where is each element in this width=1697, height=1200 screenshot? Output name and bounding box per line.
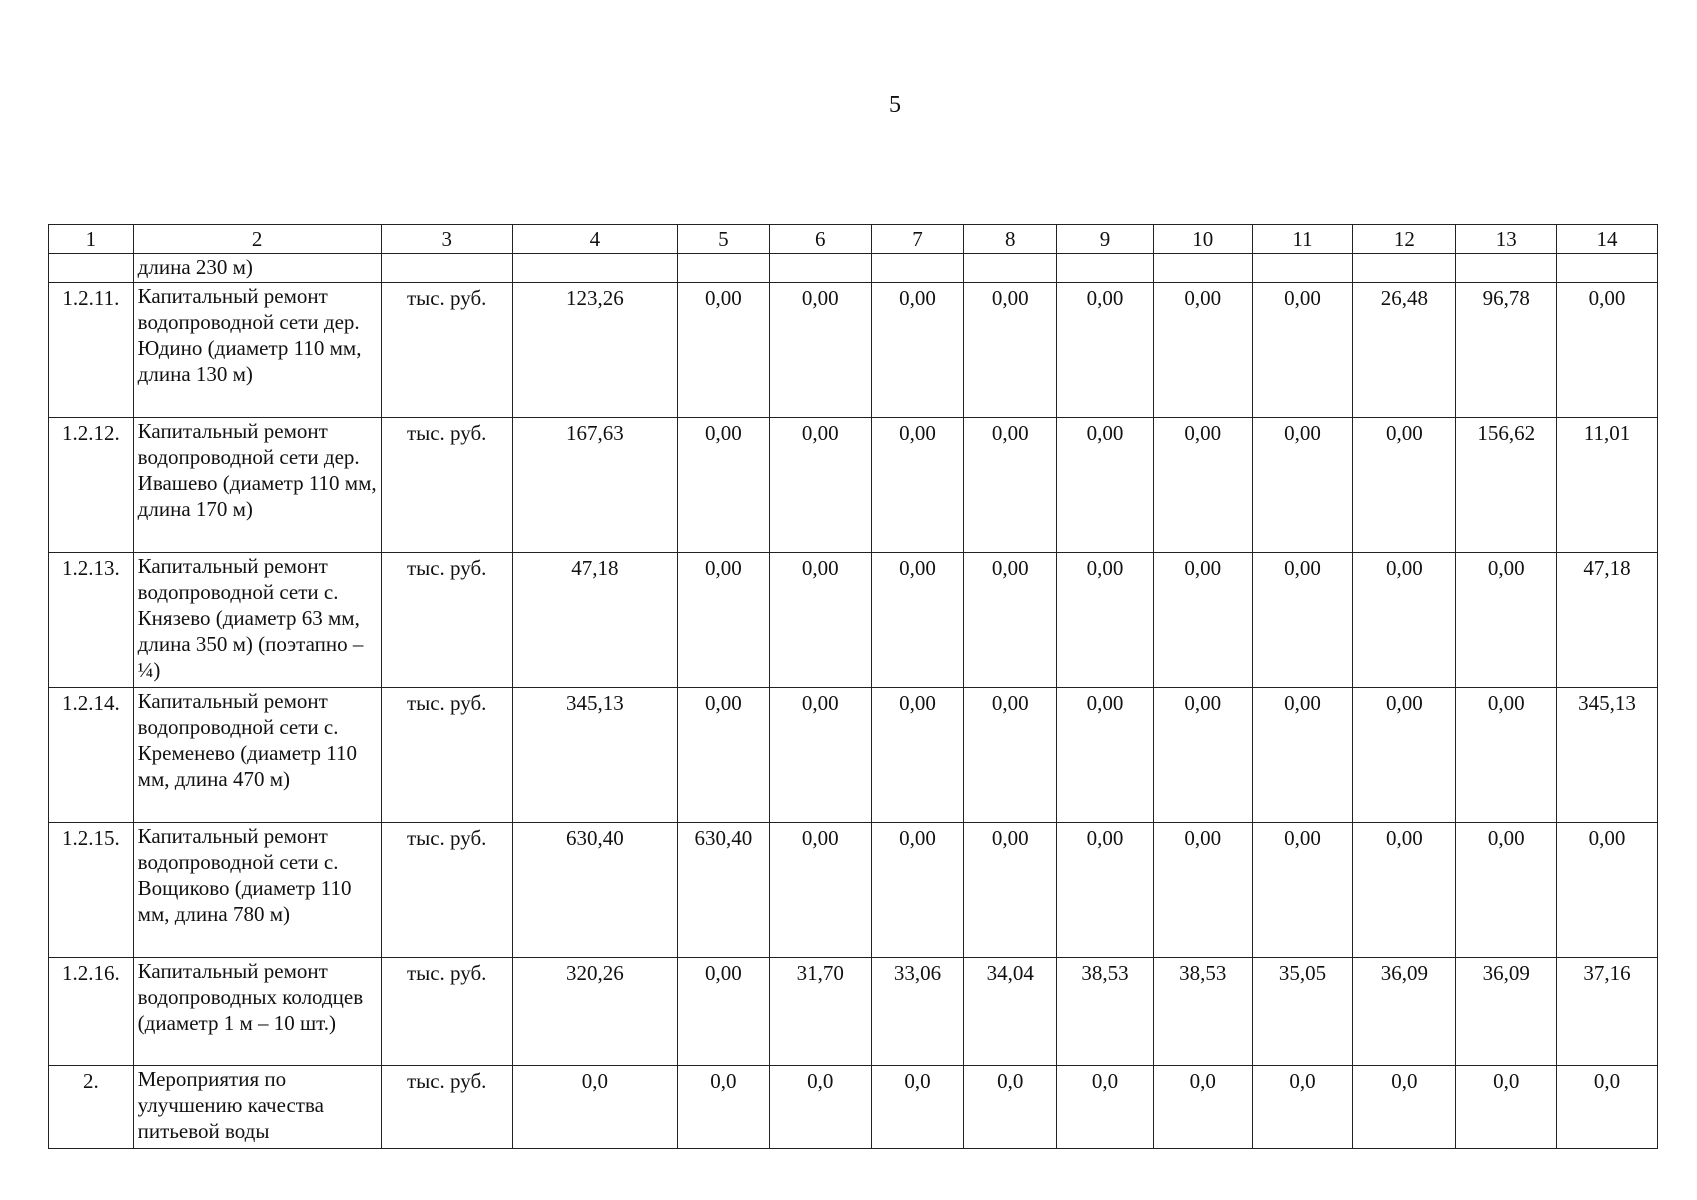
header-cell: 3 — [381, 225, 512, 254]
value-cell: 0,00 — [871, 283, 964, 418]
value-cell: 0,00 — [964, 283, 1057, 418]
cell — [964, 254, 1057, 283]
value-cell: 0,00 — [871, 418, 964, 553]
column-number-header — [49, 225, 1658, 254]
value-cell: 0,00 — [1252, 823, 1353, 958]
value-cell: 0,00 — [1353, 823, 1456, 958]
value-cell: 0,00 — [1456, 688, 1557, 823]
header-cell: 1 — [49, 225, 134, 254]
header-cell: 7 — [871, 225, 964, 254]
value-cell: 38,53 — [1057, 958, 1154, 1066]
value-cell: 630,40 — [512, 823, 677, 958]
value-cell: 345,13 — [1557, 688, 1658, 823]
row-unit: тыс. руб. — [381, 553, 512, 688]
row-description: Капитальный ремонт водопроводных колодцев (диаметр 1 м – 10 шт.) — [133, 958, 381, 1066]
budget-table — [48, 224, 1658, 1149]
value-cell: 47,18 — [512, 553, 677, 688]
row-number: 2. — [49, 1066, 134, 1149]
value-cell: 0,00 — [1252, 553, 1353, 688]
row-unit: тыс. руб. — [381, 1066, 512, 1149]
header-cell: 10 — [1153, 225, 1252, 254]
value-cell: 0,00 — [678, 283, 770, 418]
value-cell: 0,00 — [1153, 418, 1252, 553]
row-description: Капитальный ремонт водопроводной сети с. Кременево (диаметр 110 мм, длина 470 м) — [133, 688, 381, 823]
value-cell: 0,00 — [871, 688, 964, 823]
value-cell: 0,0 — [678, 1066, 770, 1149]
value-cell: 0,00 — [1456, 553, 1557, 688]
value-cell: 0,0 — [871, 1066, 964, 1149]
header-cell: 12 — [1353, 225, 1456, 254]
row-description: Капитальный ремонт водопроводной сети дер. Юдино (диаметр 110 мм, длина 130 м) — [133, 283, 381, 418]
value-cell: 0,00 — [1353, 688, 1456, 823]
cell — [1252, 254, 1353, 283]
value-cell: 0,00 — [1057, 418, 1154, 553]
continuation-text: длина 230 м) — [133, 254, 381, 283]
value-cell: 0,00 — [678, 688, 770, 823]
value-cell: 31,70 — [769, 958, 871, 1066]
value-cell: 0,0 — [1353, 1066, 1456, 1149]
value-cell: 0,00 — [964, 688, 1057, 823]
cell — [678, 254, 770, 283]
cell — [1557, 254, 1658, 283]
row-unit: тыс. руб. — [381, 958, 512, 1066]
value-cell: 0,00 — [1153, 553, 1252, 688]
table-body — [49, 225, 1658, 1149]
value-cell: 0,0 — [964, 1066, 1057, 1149]
value-cell: 0,00 — [1456, 823, 1557, 958]
value-cell: 0,00 — [1252, 418, 1353, 553]
row-description: Мероприятия по улучшению качества питьевой воды — [133, 1066, 381, 1149]
cell — [49, 254, 134, 283]
value-cell: 0,00 — [769, 283, 871, 418]
value-cell: 26,48 — [1353, 283, 1456, 418]
value-cell: 0,00 — [1057, 553, 1154, 688]
value-cell: 123,26 — [512, 283, 677, 418]
row-description: Капитальный ремонт водопроводной сети с. Вощиково (диаметр 110 мм, длина 780 м) — [133, 823, 381, 958]
value-cell: 0,0 — [512, 1066, 677, 1149]
cell — [871, 254, 964, 283]
value-cell: 0,00 — [1353, 418, 1456, 553]
value-cell: 0,0 — [1252, 1066, 1353, 1149]
value-cell: 0,00 — [1153, 688, 1252, 823]
value-cell: 0,0 — [1057, 1066, 1154, 1149]
value-cell: 0,00 — [1557, 823, 1658, 958]
header-cell: 4 — [512, 225, 677, 254]
value-cell: 96,78 — [1456, 283, 1557, 418]
value-cell: 0,0 — [769, 1066, 871, 1149]
row-unit: тыс. руб. — [381, 283, 512, 418]
value-cell: 0,0 — [1153, 1066, 1252, 1149]
value-cell: 167,63 — [512, 418, 677, 553]
value-cell: 0,00 — [678, 418, 770, 553]
header-cell: 14 — [1557, 225, 1658, 254]
value-cell: 37,16 — [1557, 958, 1658, 1066]
cell — [1153, 254, 1252, 283]
value-cell: 11,01 — [1557, 418, 1658, 553]
header-cell: 2 — [133, 225, 381, 254]
row-unit: тыс. руб. — [381, 688, 512, 823]
table-row — [49, 283, 1658, 418]
row-number: 1.2.15. — [49, 823, 134, 958]
row-number: 1.2.14. — [49, 688, 134, 823]
value-cell: 0,00 — [871, 823, 964, 958]
value-cell: 0,00 — [769, 823, 871, 958]
value-cell: 0,00 — [1353, 553, 1456, 688]
value-cell: 0,00 — [964, 553, 1057, 688]
value-cell: 36,09 — [1456, 958, 1557, 1066]
value-cell: 0,00 — [1153, 823, 1252, 958]
header-cell: 6 — [769, 225, 871, 254]
value-cell: 0,00 — [964, 823, 1057, 958]
cell — [769, 254, 871, 283]
header-cell: 5 — [678, 225, 770, 254]
table-row — [49, 1066, 1658, 1149]
row-number: 1.2.13. — [49, 553, 134, 688]
header-cell: 13 — [1456, 225, 1557, 254]
cell — [1057, 254, 1154, 283]
row-number: 1.2.12. — [49, 418, 134, 553]
value-cell: 0,00 — [1057, 823, 1154, 958]
table-row — [49, 823, 1658, 958]
value-cell: 0,00 — [871, 553, 964, 688]
page-number: 5 — [889, 92, 901, 118]
row-unit: тыс. руб. — [381, 823, 512, 958]
value-cell: 47,18 — [1557, 553, 1658, 688]
value-cell: 0,00 — [964, 418, 1057, 553]
value-cell: 36,09 — [1353, 958, 1456, 1066]
value-cell: 630,40 — [678, 823, 770, 958]
value-cell: 0,00 — [1252, 688, 1353, 823]
continuation-row — [49, 254, 1658, 283]
row-description: Капитальный ремонт водопроводной сети с. Князево (диаметр 63 мм, длина 350 м) (поэтапно – ¼) — [133, 553, 381, 688]
cell — [381, 254, 512, 283]
cell — [1456, 254, 1557, 283]
table-row — [49, 688, 1658, 823]
cell — [512, 254, 677, 283]
value-cell: 0,00 — [1057, 688, 1154, 823]
value-cell: 0,00 — [1557, 283, 1658, 418]
header-cell: 11 — [1252, 225, 1353, 254]
value-cell: 35,05 — [1252, 958, 1353, 1066]
header-cell: 9 — [1057, 225, 1154, 254]
row-description: Капитальный ремонт водопроводной сети дер. Ивашево (диаметр 110 мм, длина 170 м) — [133, 418, 381, 553]
header-cell: 8 — [964, 225, 1057, 254]
row-number: 1.2.16. — [49, 958, 134, 1066]
value-cell: 0,0 — [1557, 1066, 1658, 1149]
row-unit: тыс. руб. — [381, 418, 512, 553]
value-cell: 0,0 — [1456, 1066, 1557, 1149]
value-cell: 0,00 — [1057, 283, 1154, 418]
value-cell: 345,13 — [512, 688, 677, 823]
value-cell: 156,62 — [1456, 418, 1557, 553]
table-row — [49, 418, 1658, 553]
value-cell: 320,26 — [512, 958, 677, 1066]
value-cell: 0,00 — [1252, 283, 1353, 418]
table-row — [49, 958, 1658, 1066]
table-row — [49, 553, 1658, 688]
cell — [1353, 254, 1456, 283]
value-cell: 0,00 — [678, 958, 770, 1066]
value-cell: 0,00 — [769, 553, 871, 688]
value-cell: 0,00 — [1153, 283, 1252, 418]
value-cell: 38,53 — [1153, 958, 1252, 1066]
row-number: 1.2.11. — [49, 283, 134, 418]
value-cell: 0,00 — [769, 688, 871, 823]
value-cell: 0,00 — [678, 553, 770, 688]
value-cell: 0,00 — [769, 418, 871, 553]
value-cell: 33,06 — [871, 958, 964, 1066]
value-cell: 34,04 — [964, 958, 1057, 1066]
